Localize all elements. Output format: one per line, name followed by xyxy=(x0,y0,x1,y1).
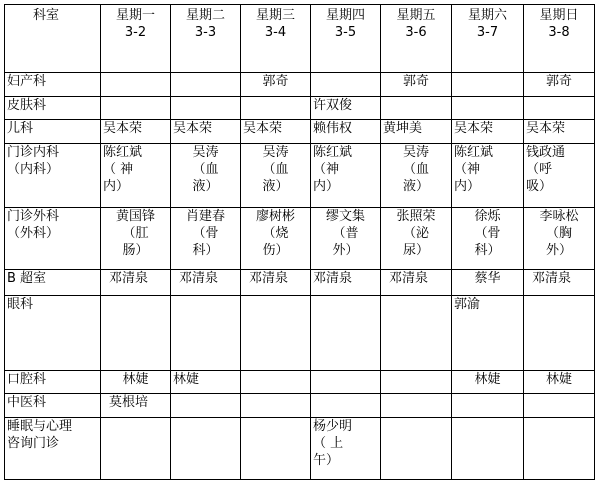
specialty-note: 吸） xyxy=(526,178,553,194)
schedule-cell xyxy=(381,120,452,144)
schedule-cell xyxy=(311,96,381,120)
doctor-name: 邓清泉 xyxy=(313,271,353,287)
day-header-fri: 星期五 3-6 xyxy=(381,5,452,73)
schedule-cell xyxy=(452,417,524,479)
schedule-cell xyxy=(381,370,452,394)
specialty-note: （普 xyxy=(332,225,359,241)
schedule-cell xyxy=(452,73,524,97)
specialty-note: 内） xyxy=(313,178,340,194)
day-header-mon: 星期一 3-2 xyxy=(101,5,171,73)
doctor-name: 林婕 xyxy=(173,371,200,387)
specialty-note: 外） xyxy=(332,242,359,258)
doctor-name: 郭奇 xyxy=(402,74,429,89)
specialty-note: （血 xyxy=(192,161,219,177)
doctor-name: 吴本荣 xyxy=(173,121,213,137)
dept-label-dermatology: 皮肤科 xyxy=(5,96,101,120)
schedule-cell xyxy=(171,370,241,394)
schedule-cell xyxy=(452,270,524,296)
specialty-note: 液） xyxy=(262,178,289,194)
schedule-cell xyxy=(381,295,452,370)
row-surgery xyxy=(5,207,595,269)
doctor-name: 张照荣 xyxy=(396,208,436,224)
specialty-note: （神 xyxy=(313,161,340,177)
doctor-name: 郭奇 xyxy=(545,74,572,89)
schedule-cell xyxy=(452,143,524,207)
row-internal-medicine xyxy=(5,143,595,207)
specialty-note: 液） xyxy=(192,178,219,194)
day-header-thu: 星期四 3-5 xyxy=(311,5,381,73)
schedule-cell xyxy=(524,370,595,394)
specialty-note: 外） xyxy=(545,242,572,258)
doctor-name: 林婕 xyxy=(545,371,572,387)
schedule-cell xyxy=(241,270,311,296)
specialty-note: 尿） xyxy=(402,242,429,258)
dept-label-sleep-psych: 睡眠与心理 咨询门诊 xyxy=(5,417,101,479)
schedule-cell xyxy=(452,120,524,144)
specialty-note: （烧 xyxy=(262,225,289,241)
doctor-name: 林婕 xyxy=(474,371,501,387)
schedule-cell xyxy=(101,207,171,269)
doctor-name: 陈红斌 xyxy=(454,144,494,160)
specialty-note: 内） xyxy=(454,178,481,194)
day-header-sun: 星期日 3-8 xyxy=(524,5,595,73)
schedule-cell xyxy=(311,73,381,97)
doctor-name: 莫根培 xyxy=(109,395,149,411)
specialty-note: （ 神 xyxy=(103,161,134,177)
schedule-cell xyxy=(452,295,524,370)
specialty-note: 肠） xyxy=(122,242,149,258)
header-row xyxy=(5,5,595,73)
day-header-sat: 星期六 3-7 xyxy=(452,5,524,73)
specialty-note: 科） xyxy=(192,242,219,258)
doctor-name: 缪文集 xyxy=(325,208,365,224)
doctor-name: 邓清泉 xyxy=(109,271,149,287)
doctor-name: 吴本荣 xyxy=(243,121,283,137)
schedule-cell xyxy=(171,73,241,97)
schedule-cell xyxy=(381,394,452,418)
schedule-cell xyxy=(171,295,241,370)
schedule-cell xyxy=(101,120,171,144)
schedule-cell xyxy=(241,120,311,144)
doctor-name: 杨少明 xyxy=(313,418,353,434)
doctor-name: 邓清泉 xyxy=(389,271,429,287)
schedule-cell xyxy=(241,73,311,97)
schedule-cell xyxy=(101,295,171,370)
specialty-note: （骨 xyxy=(474,225,501,241)
schedule-cell xyxy=(241,96,311,120)
doctor-name: 林婕 xyxy=(122,371,149,387)
schedule-cell xyxy=(171,394,241,418)
schedule-cell xyxy=(241,295,311,370)
doctor-name: 邓清泉 xyxy=(532,271,572,287)
schedule-cell xyxy=(311,270,381,296)
doctor-name: 吴涛 xyxy=(262,144,289,160)
specialty-note: 午） xyxy=(313,452,340,468)
dept-label-obgyn: 妇产科 xyxy=(5,73,101,97)
day-header-tue: 星期二 3-3 xyxy=(171,5,241,73)
specialty-note: （肛 xyxy=(122,225,149,241)
schedule-cell xyxy=(241,143,311,207)
duty-schedule-table xyxy=(4,4,595,480)
schedule-cell xyxy=(241,207,311,269)
schedule-cell xyxy=(452,96,524,120)
specialty-note: （胸 xyxy=(545,225,572,241)
schedule-cell xyxy=(311,295,381,370)
dept-label-dental: 口腔科 xyxy=(5,370,101,394)
schedule-cell xyxy=(524,417,595,479)
schedule-cell xyxy=(524,143,595,207)
schedule-cell xyxy=(241,394,311,418)
schedule-cell xyxy=(101,370,171,394)
schedule-cell xyxy=(101,394,171,418)
day-header-wed: 星期三 3-4 xyxy=(241,5,311,73)
row-ophthalmology xyxy=(5,295,595,370)
specialty-note: 伤） xyxy=(262,242,289,258)
schedule-cell xyxy=(452,207,524,269)
schedule-cell xyxy=(524,207,595,269)
doctor-name: 黄坤美 xyxy=(383,121,423,137)
schedule-cell xyxy=(241,370,311,394)
doctor-name: 黄国锋 xyxy=(115,208,155,224)
doctor-name: 吴本荣 xyxy=(526,121,566,137)
specialty-note: （骨 xyxy=(192,225,219,241)
schedule-cell xyxy=(381,73,452,97)
schedule-cell xyxy=(524,295,595,370)
doctor-name: 陈红斌 xyxy=(313,144,353,160)
doctor-name: 吴本荣 xyxy=(103,121,143,137)
dept-label-surgery: 门诊外科 （外科） xyxy=(5,207,101,269)
schedule-cell xyxy=(381,143,452,207)
doctor-name: 廖树彬 xyxy=(255,208,295,224)
doctor-name: 郭渝 xyxy=(454,296,481,312)
doctor-name: 李咏松 xyxy=(539,208,579,224)
doctor-name: 许双俊 xyxy=(313,97,353,113)
schedule-cell xyxy=(524,96,595,120)
row-obgyn xyxy=(5,73,595,97)
schedule-cell xyxy=(381,207,452,269)
schedule-cell xyxy=(311,207,381,269)
schedule-cell xyxy=(524,73,595,97)
specialty-note: （泌 xyxy=(402,225,429,241)
specialty-note: （血 xyxy=(402,161,429,177)
specialty-note: （血 xyxy=(262,161,289,177)
doctor-name: 吴涛 xyxy=(402,144,429,160)
specialty-note: （神 xyxy=(454,161,481,177)
schedule-cell xyxy=(101,417,171,479)
row-pediatrics xyxy=(5,120,595,144)
schedule-cell xyxy=(381,270,452,296)
doctor-name: 吴涛 xyxy=(192,144,219,160)
schedule-cell xyxy=(101,73,171,97)
schedule-cell xyxy=(524,394,595,418)
dept-column-header: 科室 xyxy=(5,5,101,73)
schedule-cell xyxy=(311,120,381,144)
doctor-name: 徐烁 xyxy=(474,208,501,224)
schedule-cell xyxy=(171,143,241,207)
specialty-note: 液） xyxy=(402,178,429,194)
doctor-name: 赖伟权 xyxy=(313,121,353,137)
schedule-cell xyxy=(171,417,241,479)
schedule-cell xyxy=(311,143,381,207)
schedule-cell xyxy=(524,120,595,144)
dept-label-internal-medicine: 门诊内科 （内科） xyxy=(5,143,101,207)
schedule-cell xyxy=(171,270,241,296)
row-sleep-psych xyxy=(5,417,595,479)
specialty-note: （ 上 xyxy=(313,435,344,451)
schedule-cell xyxy=(452,370,524,394)
schedule-cell xyxy=(171,207,241,269)
schedule-cell xyxy=(101,96,171,120)
doctor-name: 蔡华 xyxy=(474,271,501,287)
dept-label-tcm: 中医科 xyxy=(5,394,101,418)
doctor-name: 邓清泉 xyxy=(249,271,289,287)
schedule-cell xyxy=(241,417,311,479)
doctor-name: 吴本荣 xyxy=(454,121,494,137)
schedule-cell xyxy=(452,394,524,418)
schedule-cell xyxy=(524,270,595,296)
doctor-name: 郭奇 xyxy=(262,74,289,89)
dept-label-ultrasound: B 超室 xyxy=(5,270,101,296)
dept-label-ophthalmology: 眼科 xyxy=(5,295,101,370)
schedule-cell xyxy=(171,96,241,120)
doctor-name: 肖建春 xyxy=(185,208,225,224)
schedule-cell xyxy=(311,394,381,418)
row-ultrasound xyxy=(5,270,595,296)
row-dental xyxy=(5,370,595,394)
row-dermatology xyxy=(5,96,595,120)
schedule-cell xyxy=(381,417,452,479)
schedule-cell xyxy=(171,120,241,144)
doctor-name: 邓清泉 xyxy=(179,271,219,287)
row-tcm xyxy=(5,394,595,418)
specialty-note: 科） xyxy=(474,242,501,258)
dept-label-pediatrics: 儿科 xyxy=(5,120,101,144)
schedule-cell xyxy=(101,143,171,207)
doctor-name: 陈红斌 xyxy=(103,144,143,160)
schedule-cell xyxy=(101,270,171,296)
schedule-cell xyxy=(311,417,381,479)
doctor-name: 钱政通 xyxy=(526,144,566,160)
specialty-note: （呼 xyxy=(526,161,553,177)
schedule-cell xyxy=(381,96,452,120)
schedule-cell xyxy=(311,370,381,394)
specialty-note: 内） xyxy=(103,178,130,194)
